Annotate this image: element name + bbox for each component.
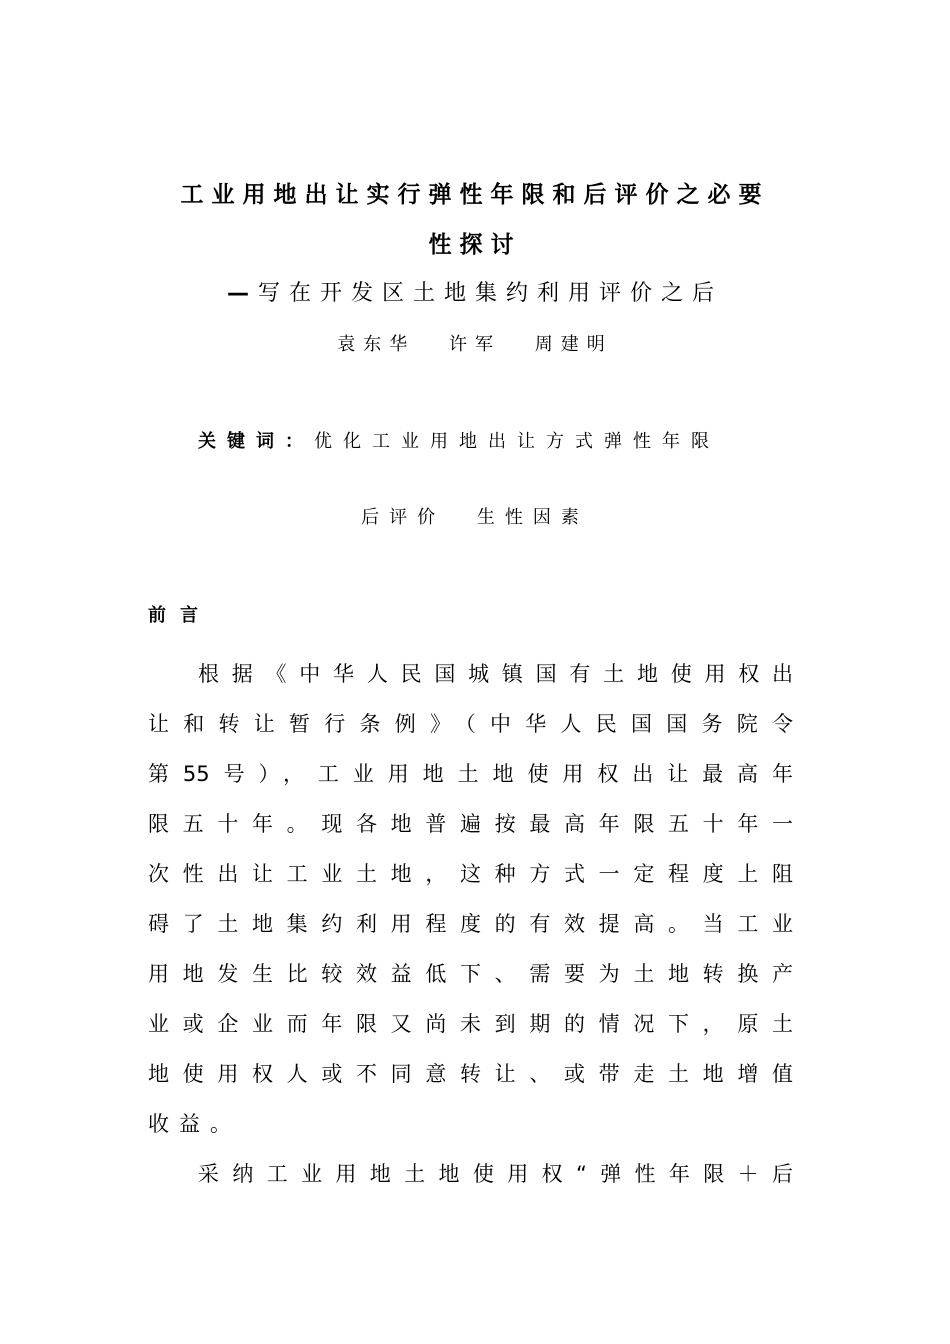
title-line-1: 工业用地出让实行弹性年限和后评价之必要 xyxy=(180,182,770,208)
paragraph-line: 碍了土地集约利用程度的有效提高。当工业 xyxy=(148,912,793,936)
paragraph-line: 收益。 xyxy=(148,1112,241,1136)
keywords-line-2 xyxy=(150,503,800,529)
title-line-2: 性探讨 xyxy=(428,232,522,258)
author-2: 许军 xyxy=(449,334,501,355)
section-heading: 前言 xyxy=(148,605,212,626)
paragraph-line: 采纳工业用地土地使用权“弹性年限＋后 xyxy=(198,1162,793,1186)
keywords-line-1 xyxy=(198,427,720,453)
paragraph-line: 地使用权人或不同意转让、或带走土地增值 xyxy=(148,1062,793,1086)
keyword-factors: 生性因素 xyxy=(476,507,589,528)
keywords-label: 关键词： xyxy=(198,431,314,452)
keyword-post-evaluation: 后评价 xyxy=(361,507,446,528)
keywords-text-1: 优化工业用地出让方式弹性年限 xyxy=(314,431,720,452)
authors xyxy=(150,330,800,356)
subtitle-text: 写在开发区土地集约利用评价之后 xyxy=(257,281,723,306)
paragraph-line: 限五十年。现各地普遍按最高年限五十年一 xyxy=(148,812,793,836)
paragraph-line: 第55号），工业用地土地使用权出让最高年 xyxy=(148,762,793,786)
paragraph-line: 让和转让暂行条例》（中华人民国国务院令 xyxy=(148,712,793,736)
subtitle xyxy=(150,276,800,307)
paragraph-line: 根据《中华人民国城镇国有土地使用权出 xyxy=(198,662,793,686)
paragraph-line: 次性出让工业土地，这种方式一定程度上阻 xyxy=(148,862,793,886)
paragraph-line: 业或企业而年限又尚未到期的情况下，原土 xyxy=(148,1012,793,1036)
author-3: 周建明 xyxy=(534,334,613,355)
author-1: 袁东华 xyxy=(337,334,416,355)
subtitle-dash: — xyxy=(226,281,258,306)
paragraph-line: 用地发生比较效益低下、需要为土地转换产 xyxy=(148,962,793,986)
